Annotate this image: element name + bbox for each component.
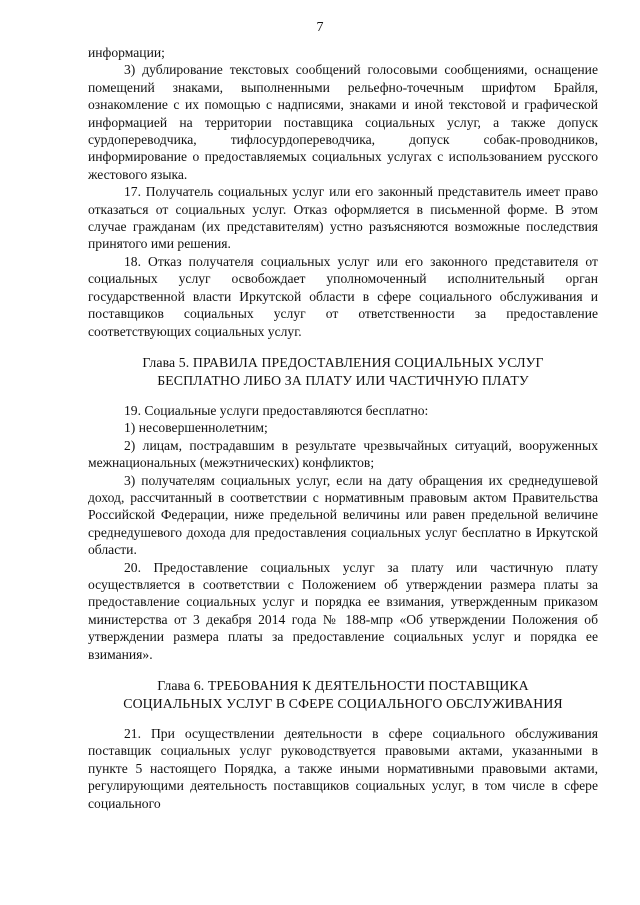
chapter-5-heading-line2: БЕСПЛАТНО ЛИБО ЗА ПЛАТУ ИЛИ ЧАСТИЧНУЮ ПЛАТУ [157,372,529,388]
chapter-6-heading-line1: Глава 6. ТРЕБОВАНИЯ К ДЕЯТЕЛЬНОСТИ ПОСТАВЩИКА [157,678,529,693]
paragraph-19-item-2: 2) лицам, пострадавшим в результате чрезвычайных ситуаций, вооруженных межнациональных (межэтнических) конфликтов; [88,437,598,471]
paragraph-19-item-3: 3) получателям социальных услуг, если на дату обращения их среднедушевой доход, рассчитанный в соответствии с нормативным правовым актом Правительства Российской Федерации, ниже предельной величины или равен предельной величине среднедушевого дохода для предоставления социальных услуг бесплатно в Иркутской области. [88,472,598,558]
paragraph-21: 21. При осуществлении деятельности в сфере социального обслуживания поставщик социальных услуг руководствуется правовыми актами, указанными в пункте 5 настоящего Порядка, а также иными нормативными правовыми актами, регулирующими деятельность поставщиков социальных услуг, в том числе в сфере социального [88,726,598,811]
paragraph-20: 20. Предоставление социальных услуг за плату или частичную плату осуществляется в соответствии с Положением об утверждении размера платы за предоставление социальных услуг и порядка ее взимания, утвержденным приказом министерства от 3 декабря 2014 года № 188-мпр «Об утверждении Положения об утверждении размера платы за предоставление социальных услуг и порядка ее взимания». [88,559,598,662]
paragraph-17: 17. Получатель социальных услуг или его законный представитель имеет право отказаться от социальных услуг. Отказ оформляется в письменной форме. В этом случае гражданам (их представителям) устно разъясняются возможные последствия принятого ими решения. [88,184,598,252]
page-number: 7 [316,20,324,35]
document-body [88,44,598,812]
paragraph-19: 19. Социальные услуги предоставляются бесплатно: [124,402,429,418]
chapter-5-heading-line1: Глава 5. ПРАВИЛА ПРЕДОСТАВЛЕНИЯ СОЦИАЛЬНЫХ УСЛУГ [142,354,544,370]
chapter-6-heading-line2: СОЦИАЛЬНЫХ УСЛУГ В СФЕРЕ СОЦИАЛЬНОГО ОБСЛУЖИВАНИЯ [123,696,563,711]
paragraph-continuation: информации; [88,45,165,60]
paragraph-19-item-1: 1) несовершеннолетним; [124,420,268,436]
paragraph-item-3: 3) дублирование текстовых сообщений голосовыми сообщениями, оснащение помещений знаками, выполненными рельефно-точечным шрифтом Брайля, ознакомление с их помощью с надписями, знаками и иной текстовой и графической информацией на территории поставщика социальных услуг, а также допуск сурдопереводчика, тифлосурдопереводчика, допуск собак-проводников, информирование о предоставляемых социальных услугах с использованием русского жестового языка. [88,62,598,182]
paragraph-18: 18. Отказ получателя социальных услуг или его законного представителя от социальных услуг освобождает уполномоченный исполнительный орган государственной власти Иркутской области в сфере социального обслуживания и поставщиков социальных услуг от ответственности за предоставление соответствующих социальных услуг. [88,253,598,339]
